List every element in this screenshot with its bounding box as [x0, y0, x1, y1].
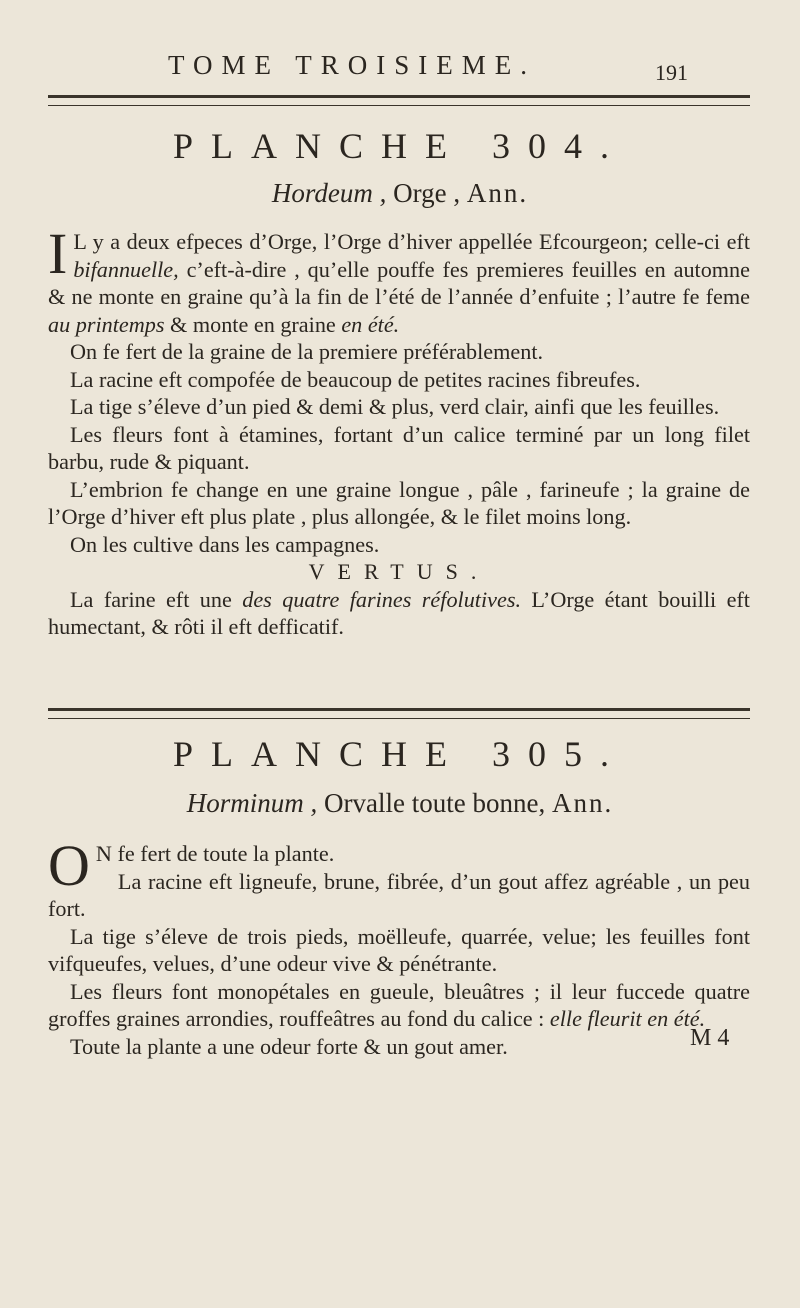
- ornamental-rule-top: [48, 95, 750, 106]
- paragraph: La farine eft une des quatre farines réfolutives. L’Orge étant bouilli eft humectant, & rôti il eft defficatif.: [48, 586, 750, 639]
- plant-common-name: Orvalle toute bonne,: [324, 788, 546, 818]
- plant-latin-name: Hordeum ,: [271, 178, 387, 208]
- drop-cap: I: [48, 221, 68, 286]
- planche-305-title: PLANCHE 305.: [172, 734, 627, 774]
- paragraph: L’embrion fe change en une graine longue , pâle , farineufe ; la graine de l’Orge d’hiver eft plus plate , plus allongée, & le filet moins long.: [48, 476, 750, 529]
- planche-305-plant-name: [0, 788, 800, 819]
- planche-304-title: PLANCHE 304.: [172, 126, 627, 166]
- plant-author: Ann.: [551, 788, 614, 818]
- drop-cap: O: [48, 833, 90, 898]
- plant-author: Ann.: [466, 178, 529, 208]
- paragraph: I L y a deux efpeces d’Orge, l’Orge d’hiver appellée Efcourgeon; celle-ci eft bifannuelle, c’eft-à-dire , qu’elle pouffe fes premieres feuilles en automne & ne monte en graine qu’à la fin de l’été de l’année d’enfuite ; l’autre fe feme au printemps & monte en graine en été.: [48, 221, 750, 337]
- planche-305-text: [48, 833, 750, 1060]
- paragraph: Toute la plante a une odeur forte & un gout amer.: [70, 1033, 508, 1059]
- paragraph: On fe fert de la graine de la premiere préférablement.: [70, 339, 544, 364]
- planche-304-plant-name: [0, 178, 800, 209]
- paragraph: La racine eft compofée de beaucoup de petites racines fibreufes.: [70, 366, 641, 392]
- paragraph: Les fleurs font à étamines, fortant d’un calice terminé par un long filet barbu, rude & piquant.: [48, 421, 750, 474]
- paragraph: La tige s’éleve d’un pied & demi & plus, verd clair, ainfi que les feuilles.: [70, 394, 720, 419]
- page-number: 191: [655, 60, 688, 85]
- running-head: [0, 50, 800, 90]
- ornamental-rule-middle: [48, 708, 750, 719]
- planche-304-text: [48, 221, 750, 641]
- plant-latin-name: Horminum ,: [186, 788, 318, 818]
- plant-common-name: Orge ,: [393, 178, 461, 208]
- vertus-heading: VERTUS.: [308, 559, 490, 584]
- paragraph: La racine eft ligneufe, brune, fibrée, d’un gout affez agréable , un peu fort.: [48, 868, 750, 921]
- running-title: TOME TROISIEME.: [168, 50, 537, 80]
- paragraph: La tige s’éleve de trois pieds, moëlleufe, quarrée, velue; les feuilles font vifqueufes, velues, d’une odeur vive & pénétrante.: [48, 923, 750, 976]
- catchword: M 4: [690, 1025, 730, 1051]
- paragraph: O N fe fert de toute la plante.: [48, 833, 335, 898]
- paragraph: Les fleurs font monopétales en gueule, bleuâtres ; il leur fuccede quatre groffes graines arrondies, rouffeâtres au fond du calice : elle fleurit en été.: [48, 978, 750, 1031]
- paragraph: On les cultive dans les campagnes.: [70, 531, 380, 557]
